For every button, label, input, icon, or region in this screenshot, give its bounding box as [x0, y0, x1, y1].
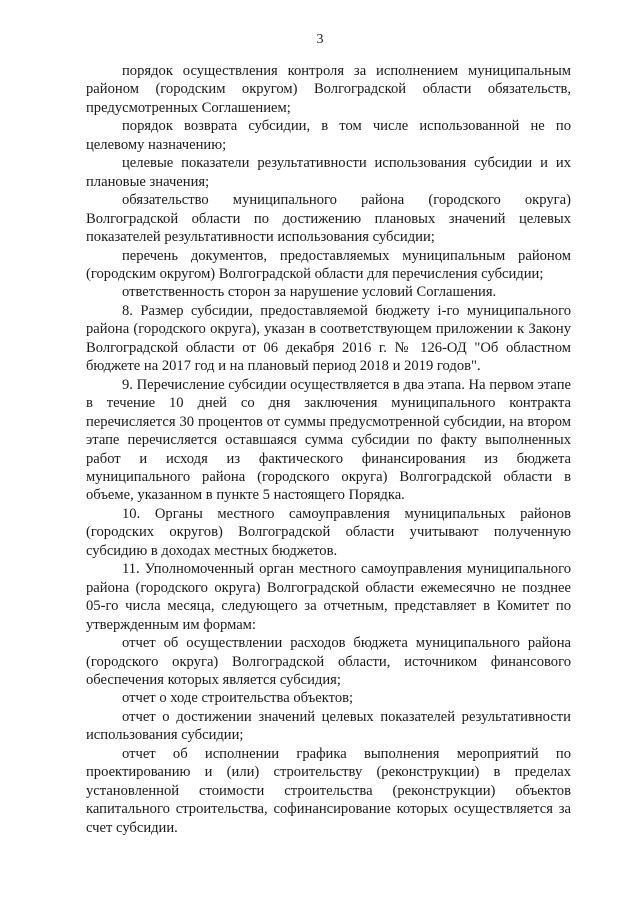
page-number: 3: [316, 32, 324, 47]
paragraph-report-expenses: отчет об осуществлении расходов бюджета муниципального района (городского округа) Волгоградской области, источником финансового обеспечения которых является субсидия;: [86, 635, 571, 688]
document-body: [86, 62, 571, 837]
paragraph-report-construction: отчет о ходе строительства объектов;: [122, 690, 354, 707]
paragraph-item-8: 8. Размер субсидии, предоставляемой бюджету i-го муниципального района (городского округа), указан в соответствующем приложении к Закону Волгоградской области от 06 декабря 2016 г. № 126-ОД "Об областном бюджете на 2017 год и на плановый период 2018 и 2019 годов".: [86, 302, 571, 375]
paragraph-subsidy-return: порядок возврата субсидии, в том числе использованной не по целевому назначению;: [86, 118, 571, 153]
paragraph-item-10: 10. Органы местного самоуправления муниципальных районов (городских округов) Волгоградской области учитывают полученную субсидию в доходах местных бюджетов.: [86, 505, 571, 559]
paragraph-report-indicators: отчет о достижении значений целевых показателей результативности использования субсидии;: [86, 708, 571, 744]
paragraph-responsibility: ответственность сторон за нарушение условий Соглашения.: [122, 284, 497, 301]
paragraph-obligation: обязательство муниципального района (городского округа) Волгоградской области по достижению плановых значений целевых показателей результативности использования субсидии;: [86, 192, 571, 246]
paragraph-control-procedure: порядок осуществления контроля за исполнением муниципальным районом (городским округом) Волгоградской области обязательств, предусмотренных Соглашением;: [86, 63, 571, 116]
paragraph-documents-list: перечень документов, предоставляемых муниципальным районом (городским округом) Волгоградской области для перечисления субсидии;: [86, 247, 571, 282]
paragraph-item-9: 9. Перечисление субсидии осуществляется в два этапа. На первом этапе в течение 10 дней со дня заключения муниципального контракта перечисляется 30 процентов от суммы предусмотренной субсидии, на втором этапе перечисляется оставшаяся сумма субсидии по факту выполненных работ и исходя из фактического финансирования из бюджета муниципального района (городского округа) Волгоградской области в объеме, указанном в пункте 5 настоящего Порядка.: [86, 376, 571, 504]
paragraph-report-schedule: отчет об исполнении графика выполнения мероприятий по проектированию и (или) строительству (реконструкции) в пределах установленной стоимости строительства (реконструкции) объектов капитального строительства, софинансирование которых осуществляется за счет субсидии.: [86, 745, 571, 836]
paragraph-target-indicators: целевые показатели результативности использования субсидии и их плановые значения;: [86, 155, 571, 190]
paragraph-item-11: 11. Уполномоченный орган местного самоуправления муниципального района (городского округа) Волгоградской области ежемесячно не позднее 05-го числа месяца, следующего за отчетным, представляет в Комитет по утвержденным им формам:: [86, 561, 571, 633]
